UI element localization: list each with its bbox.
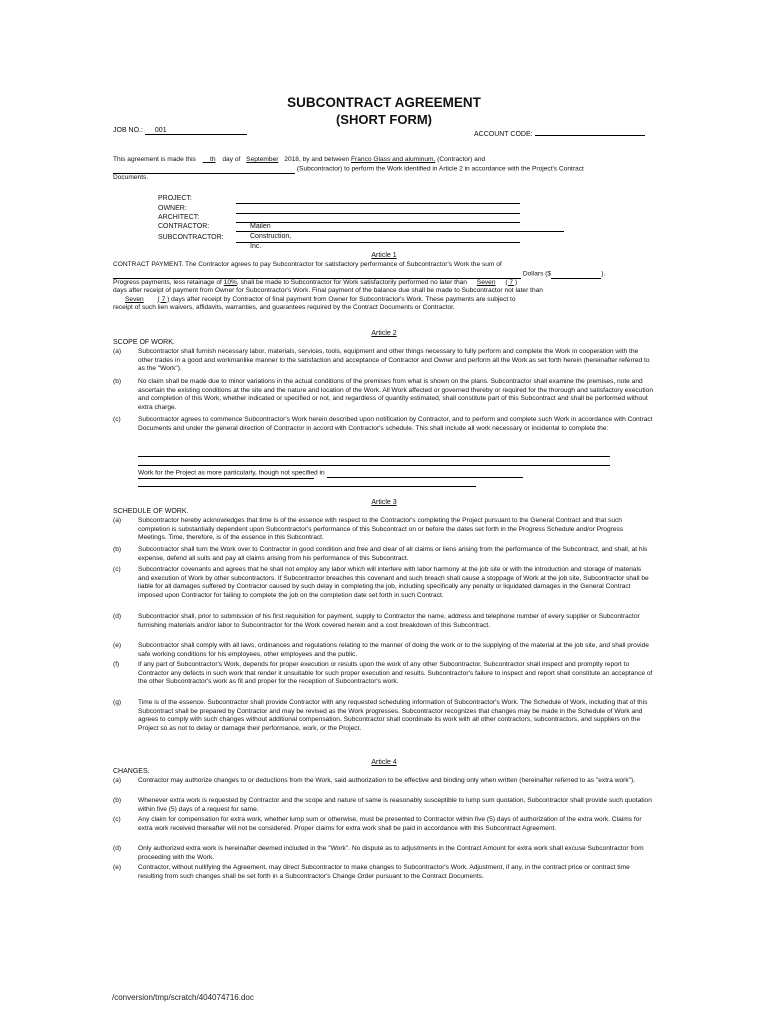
schedule-of-work-heading: SCHEDULE OF WORK.	[113, 508, 189, 515]
item-label: (g)	[113, 699, 122, 706]
article-2-heading: Article 2	[371, 330, 397, 337]
job-no-label: JOB NO.:	[113, 127, 143, 134]
item-text: No claim shall be made due to minor variations in the actual conditions of the premises from what is shown on the plans. Subcontractor shall examine the premises, note and ascertain the existing conditions at the site and the nature and location of the Work. All Work affected or governed thereby or required for the thorough and satisfactory execution and completion of this Work, whether indicated or specified or not, and regardless of quantity estimated, shall constitute part of this Subcontract and shall be performed without extra charge.	[138, 378, 653, 411]
scope-line-1[interactable]	[138, 456, 610, 457]
intro-text: day of	[222, 156, 241, 163]
item-text: Subcontractor hereby acknowledges that time is of the essence with respect to the Contractor's completing the Project pursuant to the General Contract and that such completion is substantially dependent upon Subcontractor's performance of this Subcontract on or before the dates set forth in the Progress Schedule and/or Progress Meetings. Time, therefore, is of the essence in this Subcontract.	[138, 517, 624, 542]
account-code-label: ACCOUNT CODE:	[474, 131, 533, 138]
days-word-field[interactable]: Seven	[476, 278, 496, 286]
day-field[interactable]: __th	[202, 156, 216, 163]
document-title: SUBCONTRACT AGREEMENT	[287, 95, 481, 110]
article-1-body	[113, 261, 658, 313]
account-code	[474, 127, 645, 138]
final-days-number-field[interactable]: ( 7 )	[157, 295, 170, 303]
article-1-text: Dollars ($	[522, 270, 552, 277]
article-3-item-c	[113, 566, 653, 600]
article-3-item-a	[113, 517, 653, 543]
contractor-value: Mailen Construction, Inc.	[250, 223, 292, 250]
article-1-text: days after receipt by Contractor of final payment from Owner for Subcontractor's Work. These payments are subject to	[171, 295, 516, 303]
subcontractor-name-field[interactable]	[113, 165, 295, 174]
owner-input[interactable]	[236, 213, 520, 214]
item-text: Any claim for compensation for extra work, whether lump sum or otherwise, must be presented to Contractor within five (5) days of authorization of the extra work. Claims for extra work received thereafter will not be considered. Proper claims for extra work shall be paid in accordance with this Subcontract Agreement.	[138, 816, 642, 832]
job-no-value[interactable]: 001	[145, 127, 247, 135]
amount-words-field[interactable]	[113, 270, 521, 279]
intro-text: 2018, by and between	[284, 156, 350, 163]
item-text: Only authorized extra work is hereinafter deemed included in the "Work". No dispute as to adjustments in the Contract Amount for extra work shall excuse Subcontractor from proceeding with the Work.	[138, 845, 644, 861]
work-for-project	[138, 469, 618, 478]
article-3-item-g	[113, 699, 653, 733]
final-days-word-field[interactable]: Seven	[125, 295, 144, 303]
amount-number-field[interactable]	[551, 270, 601, 279]
article-4-item-a	[113, 777, 653, 786]
item-label: (a)	[113, 777, 122, 784]
intro-text: This agreement is made this	[113, 156, 196, 163]
subcontractor-field	[158, 233, 236, 243]
intro-paragraph	[113, 156, 658, 182]
item-text: Subcontractor shall, prior to submission of his first requisition for payment, supply to Contractor the name, address and telephone number of every supplier or Subcontractor furnishing materials and/or labor to Subcontractor for the Work covered herein and a cost breakdown of this Subcontract.	[138, 613, 640, 629]
changes-heading: CHANGES.	[113, 768, 150, 775]
item-text: Subcontractor shall furnish necessary labor, materials, services, tools, equipment and other things necessary to fully perform and complete the Work in cooperation with the other trades in a good and workmanlike manner to the satisfaction and acceptance of Contractor and Owner and perform all the Work as set forth herein (hereinafter referred to as the "Work").	[138, 348, 650, 373]
article-2-item-c	[113, 416, 653, 433]
item-label: (e)	[113, 642, 122, 649]
item-text: Whenever extra work is requested by Contractor and the scope and nature of same is reasonably susceptible to lump sum quotation, Subcontractor shall provide such quotation within five (5) days of a request for same.	[138, 797, 652, 813]
item-label: (d)	[113, 613, 122, 620]
article-1-text: days after receipt of payment from Owner for Subcontractor's Work. Final payment of the balance due shall be made to Subcontractor not later than	[113, 287, 543, 294]
item-text: Subcontractor covenants and agrees that he shall not employ any labor which will interfere with labor harmony at the job site or with the introduction and storage of materials and execution of Work by other subcontractors. If Subcontractor breaches this covenant and such breach shall cause a stoppage of Work at the job site, Subcontractor shall be liable for all damages suffered by Contractor caused by such delay in completing the job, including specifically any penalty or liquidated damages in the General Contract imposed upon Contractor for failing to complete the job on the completion date set forth in such Contract.	[138, 566, 649, 599]
field-label: CONTRACTOR:	[158, 223, 210, 230]
article-3-item-b	[113, 546, 653, 563]
scope-of-work-heading: SCOPE OF WORK.	[113, 339, 175, 346]
field-label: SUBCONTRACTOR:	[158, 234, 224, 241]
job-no	[113, 127, 247, 135]
intro-text: Documents.	[113, 173, 149, 181]
article-4-item-d	[113, 845, 653, 862]
article-2-item-a	[113, 348, 653, 374]
item-label: (b)	[113, 797, 122, 804]
item-label: (d)	[113, 845, 122, 852]
item-text: Subcontractor shall comply with all laws, ordinances and regulations relating to the manner of doing the work or to the supplying of the material at the job site, and shall provide safe working conditions for his employees, other employees and the public.	[138, 642, 649, 658]
item-label: (c)	[113, 416, 121, 423]
work-for-field[interactable]	[327, 469, 523, 478]
scope-line-2[interactable]	[138, 465, 610, 466]
document-subtitle: (SHORT FORM)	[335, 112, 433, 127]
item-label: (a)	[113, 348, 122, 355]
article-3-item-d	[113, 613, 653, 630]
company-field[interactable]: Franco Glass and aluminum.	[351, 156, 436, 163]
item-label: (c)	[113, 566, 121, 573]
article-4-item-e	[113, 864, 653, 881]
scope-line-4[interactable]	[138, 486, 476, 487]
article-4-heading: Article 4	[371, 759, 397, 766]
subcontractor-input[interactable]	[236, 242, 520, 243]
project-input[interactable]	[236, 203, 520, 204]
item-label: (b)	[113, 546, 122, 553]
intro-text: (Contractor) and	[437, 156, 486, 163]
item-label: (b)	[113, 378, 122, 385]
item-text: If any part of Subcontractor's Work, depends for proper execution or results upon the work of any other Subcontractor, Subcontractor shall inspect and promptly report to Contractor any defects in such work that render it unsuitable for such proper execution and results. Subcontractor's failure to inspect and report shall constitute an acceptance of the other Subcontractor's work as fit and proper for the reception of Subcontractor's work.	[138, 661, 653, 686]
item-text: Time is of the essence. Subcontractor shall provide Contractor with any requested scheduling information of Subcontractor's Work. The Schedule of Work, including that of this Subcontract shall be prepared by Contractor and may be revised as the Work progresses. Subcontractor recognizes that changes may be made in the Schedule of Work and agrees to comply with such changes without additional compensation. Subcontractor shall coordinate its work with all other contractors, subcontractors, and suppliers on the Project so as not to delay or damage their performance, work, or the Project.	[138, 699, 648, 732]
days-number-field[interactable]: ( 7 )	[505, 278, 518, 286]
field-label: ARCHITECT:	[158, 214, 200, 221]
article-1-text: ).	[601, 270, 606, 277]
item-label: (a)	[113, 517, 122, 524]
project-field	[158, 194, 236, 204]
article-1-text: CONTRACT PAYMENT. The Contractor agrees to pay Subcontractor for satisfactory performance of Subcontractor's Work the sum of	[113, 261, 502, 268]
article-3-heading: Article 3	[371, 499, 397, 506]
intro-text: (Subcontractor) to perform the Work identified in Article 2 in accordance with the Project's Contract	[296, 165, 584, 172]
item-text: Contractor, without nullifying the Agreement, may direct Subcontractor to make changes to Subcontractor's Work. Adjustment, if any, in the contract price or contract time resulting from such changes shall be set forth in a Subcontractor's Change Order pursuant to the Contract Documents.	[138, 864, 630, 880]
file-path-footer: /conversion/tmp/scratch/404074716.doc	[112, 993, 254, 1002]
month-field[interactable]: September	[246, 156, 279, 163]
article-2-item-b	[113, 378, 653, 412]
article-3-item-f	[113, 661, 653, 687]
item-label: (e)	[113, 864, 122, 871]
retainage-field[interactable]: 10%	[223, 278, 237, 286]
article-3-item-e	[113, 642, 653, 659]
article-1-text: Progress payments, less retainage of	[113, 278, 222, 286]
field-label: PROJECT:	[158, 195, 192, 202]
item-text: Contractor may authorize changes to or deductions from the Work, said authorization to be effective and binding only when written (hereinafter referred to as "extra work").	[138, 777, 636, 784]
scope-line-3[interactable]	[138, 478, 314, 479]
article-1-text: , shall be made to Subcontractor for Work satisfactorily performed no later than	[236, 278, 467, 286]
account-code-field[interactable]	[535, 127, 645, 136]
item-label: (c)	[113, 816, 121, 823]
item-text: Subcontractor shall turn the Work over to Contractor in good condition and free and clear of all claims or liens arising from the performance of the Subcontract, and shall, at his expense, defend all suits and pay all claims arising from his performance of this Subcontract.	[138, 546, 648, 562]
item-text: Subcontractor agrees to commence Subcontractor's Work herein described upon notification by Contractor, and to perform and complete such Work in accordance with Contract Documents and under the general direction of Contractor in accord with Contractor's schedule. This shall include all work necessary or incidental to complete the:	[138, 416, 653, 432]
field-label: OWNER:	[158, 205, 187, 212]
article-4-item-c	[113, 816, 653, 833]
article-4-item-b	[113, 797, 653, 814]
article-2-text: Work for the Project as more particularly, though not specified in	[138, 469, 325, 477]
article-1-text: receipt of such lien waivers, affidavits, warranties, and guarantees required by the Contract Documents or Contractor.	[113, 304, 455, 311]
item-label: (f)	[113, 661, 120, 668]
article-1-heading: Article 1	[371, 252, 397, 259]
